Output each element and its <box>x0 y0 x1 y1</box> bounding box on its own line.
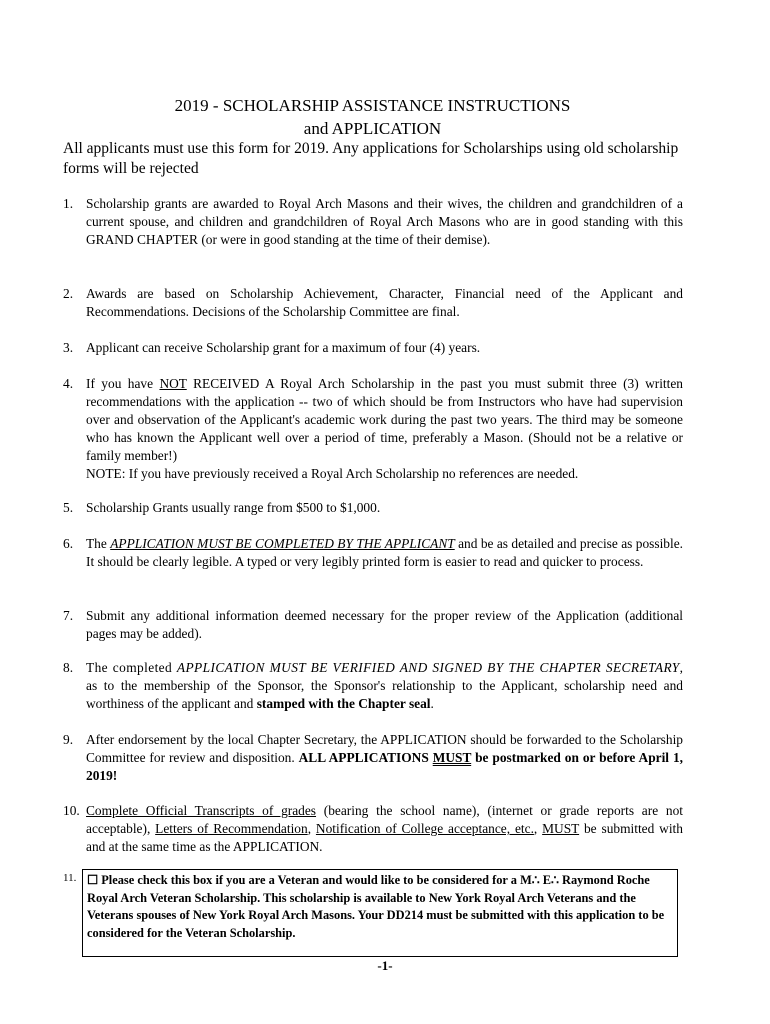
item-number: 4. <box>63 376 74 391</box>
note-text: NOTE: If you have previously received a Royal Arch Scholarship no references are needed. <box>86 466 579 481</box>
item-number: 8. <box>63 660 74 675</box>
emphasis-transcripts: Complete Official Transcripts of grades <box>86 803 317 818</box>
text-run: , as to the membership of the Sponsor, the Sponsor's relationship to the Applicant, scholarship need and worthiness of the applicant and <box>86 660 684 711</box>
item-text: Scholarship grants are awarded to Royal Arch Masons and their wives, the children and grandchildren of a current spouse, and children and grandchildren of Royal Arch Masons who are in good standing with this GRAND CHAPTER (or were in good standing at the time of their demise). <box>86 196 683 247</box>
item-text <box>86 802 683 856</box>
text-run: and be as detailed and precise as possible. It should be clearly legible. A typed or very legibly printed form is easier to read and quicker to process. <box>86 536 683 569</box>
item-number: 1. <box>63 196 74 211</box>
emphasis-must: MUST <box>432 750 472 765</box>
item-number: 7. <box>63 608 74 623</box>
item-number: 6. <box>63 536 74 551</box>
title-line-1: 2019 - SCHOLARSHIP ASSISTANCE INSTRUCTIONS <box>174 96 571 115</box>
item-text <box>86 535 683 571</box>
text-run: The <box>86 536 111 551</box>
instruction-item-3 <box>63 339 683 357</box>
text-run: The completed <box>86 660 177 675</box>
emphasis-notification: Notification of College acceptance, etc. <box>315 821 534 836</box>
item-text <box>86 375 683 483</box>
text-run: , <box>307 821 316 836</box>
item-text: Applicant can receive Scholarship grant for a maximum of four (4) years. <box>86 340 481 355</box>
instruction-item-1 <box>63 195 683 249</box>
item-number: 3. <box>63 340 74 355</box>
emphasis-applicant: APPLICATION MUST BE COMPLETED BY THE APPLICANT <box>110 536 455 551</box>
instruction-item-2 <box>63 285 683 321</box>
instruction-item-5 <box>63 499 683 517</box>
instruction-item-6 <box>63 535 683 571</box>
item-number: 9. <box>63 732 74 747</box>
item-number: 10. <box>63 803 80 818</box>
instruction-item-10 <box>63 802 683 856</box>
item-text <box>86 659 683 713</box>
veteran-scholarship-checkbox[interactable]: ☐ Please check this box if you are a Veteran and would like to be considered for a M∴ E∴ Raymond Roche Royal Arch Veteran Scholarship. This scholarship is available to New York Royal Arch Veterans and the Veterans spouses of New York Royal Arch Masons. Your DD214 must be submitted with this application to be considered for the Veteran Scholarship. <box>82 869 678 957</box>
text-run: , <box>533 821 543 836</box>
emphasis-letters: Letters of Recommendation <box>155 821 308 836</box>
item-number-11: 11. <box>63 872 77 884</box>
emphasis-all-applications: ALL APPLICATIONS <box>298 750 433 765</box>
title-line-2: and APPLICATION <box>303 119 442 138</box>
text-run: (bearing the school name), (internet or grade reports are not acceptable), <box>86 803 683 836</box>
item-text: Scholarship Grants usually range from $500 to $1,000. <box>86 500 381 515</box>
emphasis-seal: stamped with the Chapter seal <box>256 696 431 711</box>
emphasis-must: MUST <box>542 821 580 836</box>
text-run: . <box>430 696 434 711</box>
page-number: -1- <box>377 958 393 973</box>
item-text: Submit any additional information deemed necessary for the proper review of the Application (additional pages may be added). <box>86 608 683 641</box>
intro-paragraph: All applicants must use this form for 2019. Any applications for Scholarships using old scholarship forms will be rejected <box>63 140 679 177</box>
text-run: be submitted with and at the same time as the APPLICATION. <box>86 821 683 854</box>
emphasis-not: NOT <box>159 376 187 391</box>
instruction-item-9 <box>63 731 683 785</box>
item-number: 5. <box>63 500 74 515</box>
item-text <box>86 731 683 785</box>
emphasis-deadline: be postmarked on or before April 1, 2019! <box>86 750 683 783</box>
instruction-item-4 <box>63 375 683 483</box>
emphasis-verified: APPLICATION MUST BE VERIFIED AND SIGNED BY THE CHAPTER SECRETARY <box>176 660 680 675</box>
instruction-item-7 <box>63 607 683 643</box>
text-run: RECEIVED A Royal Arch Scholarship in the past you must submit three (3) written recommendations with the application -- two of which should be from Instructors who have had supervision over and observation of the Applicant's academic work during the past two years. The third may be someone who has known the Applicant well over a period of time, preferably a Mason. (Should not be a relative or family member!) <box>86 376 683 463</box>
text-run: If you have <box>86 376 160 391</box>
instruction-item-8 <box>63 659 683 713</box>
item-text: Awards are based on Scholarship Achievement, Character, Financial need of the Applicant and Recommendations. Decisions of the Scholarship Committee are final. <box>86 286 683 319</box>
item-number: 2. <box>63 286 74 301</box>
text-run: After endorsement by the local Chapter Secretary, the APPLICATION should be forwarded to the Scholarship Committee for review and disposition. <box>86 732 683 765</box>
